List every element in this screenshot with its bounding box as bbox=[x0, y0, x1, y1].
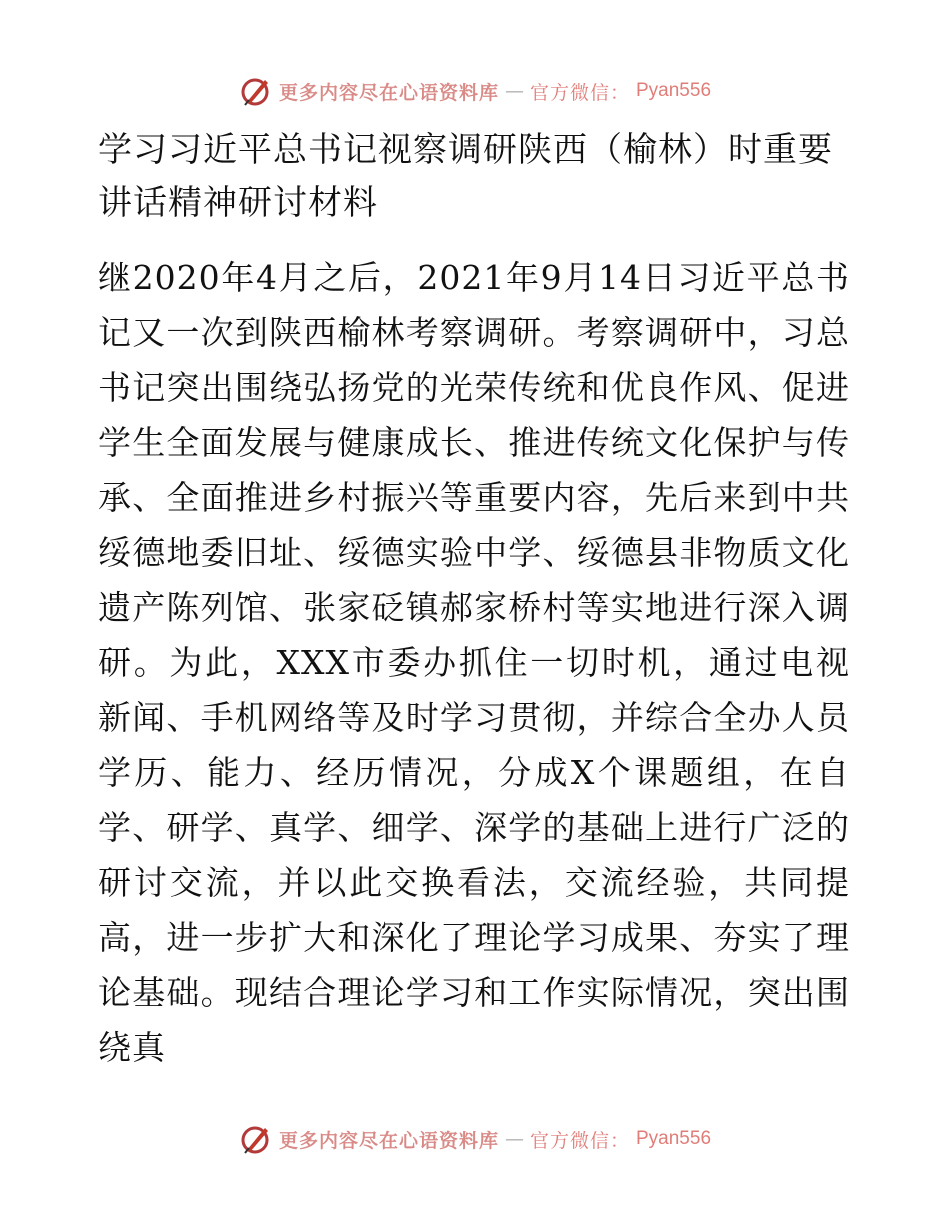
document-title: 学习习近平总书记视察调研陕西（榆林）时重要讲话精神研讨材料 bbox=[98, 130, 833, 223]
document-paragraph: 继2020年4月之后，2021年9月14日习近平总书记又一次到陕西榆林考察调研。考察调研中，习总书记突出围绕弘扬党的光荣传统和优良作风、促进学生全面发展与健康成长、推进传统文化保护与传承、全面推进乡村振兴等重要内容，先后来到中共绥德地委旧址、绥德实验中学、绥德县非物质文化遗产陈列馆、张家砭镇郝家桥村等实地进行深入调研。为此，XXX市委办抓住一切时机，通过电视新闻、手机网络等及时学习贯彻，并综合全办人员学历、能力、经历情况，分成X个课题组，在自学、研学、真学、细学、深学的基础上进行广泛的研讨交流，并以此交换看法，交流经验，共同提高，进一步扩大和深化了理论学习成果、夯实了理论基础。现结合理论学习和工作实际情况，突出围绕真 bbox=[98, 258, 850, 1067]
watermark-dash: — bbox=[504, 80, 524, 102]
watermark-label: 官方微信： bbox=[529, 1129, 630, 1152]
watermark-brand-text: 更多内容尽在心语资料库 bbox=[278, 81, 499, 104]
quill-logo-icon bbox=[239, 1122, 273, 1156]
watermark-wechat-id: Pyan556 bbox=[636, 80, 712, 101]
watermark-label: 官方微信： bbox=[529, 81, 630, 104]
quill-logo-icon bbox=[239, 74, 273, 108]
header-watermark bbox=[0, 74, 950, 108]
watermark-dash: — bbox=[504, 1128, 524, 1150]
footer-watermark bbox=[0, 1122, 950, 1156]
watermark-wechat-id: Pyan556 bbox=[636, 1128, 712, 1149]
watermark-brand-text: 更多内容尽在心语资料库 bbox=[278, 1129, 499, 1152]
